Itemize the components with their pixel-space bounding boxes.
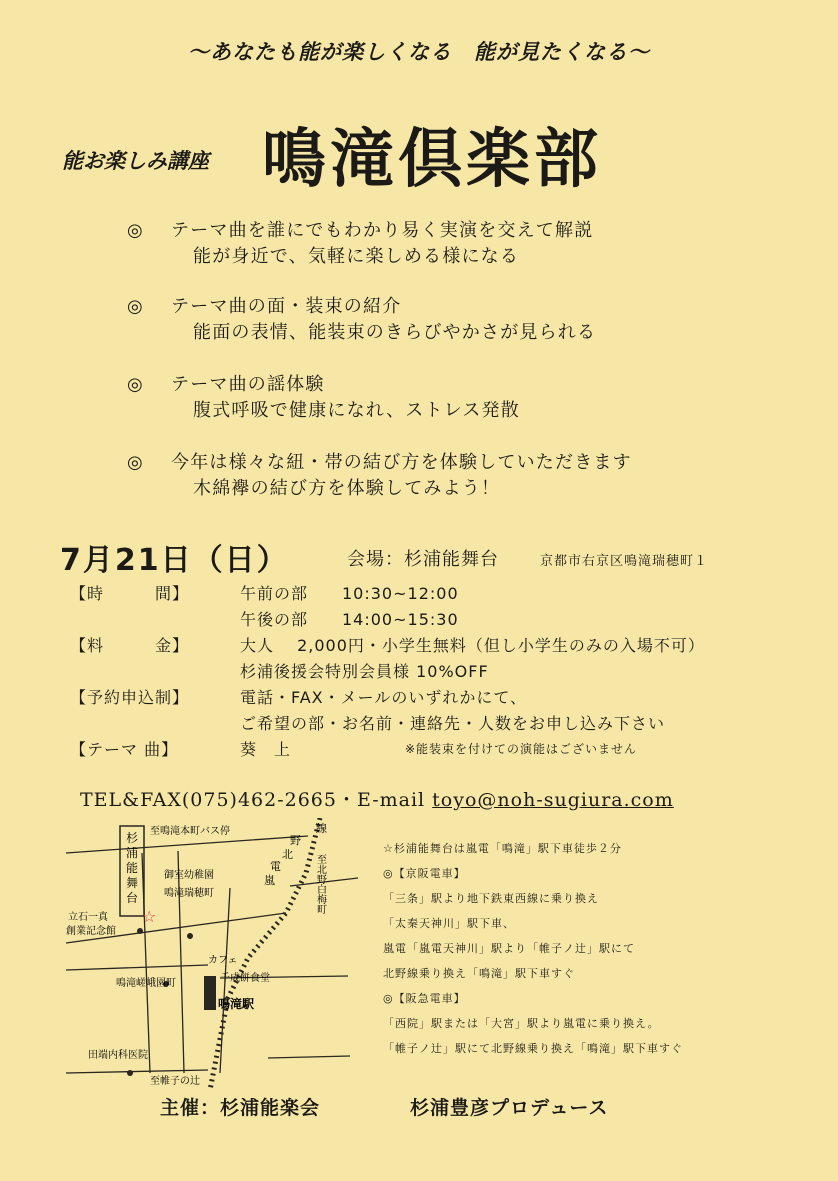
line-label: 電 [270,860,281,873]
point-line: 能が身近で、気軽に楽しめる様になる [193,246,520,267]
event-venue: 会場：杉浦能舞台 [347,549,499,570]
dot-icon [187,933,193,939]
access-line: 「西院」駅または「大宮」駅より嵐電に乗り換え。 [383,1017,660,1030]
reserve-label: 【予約申込制】 [70,688,190,707]
line-label: 北 [282,848,293,861]
email-link[interactable]: toyo@noh-sugiura.com [432,789,674,811]
line-label: 嵐 [264,874,275,887]
line-label: 線 [316,822,327,835]
organizer: 主催：杉浦能楽会 [160,1097,321,1119]
point-line: 木綿襷の結び方を体験してみよう！ [193,478,501,499]
feature-point [127,372,520,424]
point-line: テーマ曲の謡体験 [171,374,325,395]
kindergarten-label: 御室幼稚園 [164,870,214,881]
fee-discount: 杉浦後援会特別会員様 10%OFF [240,662,489,681]
point-line: 今年は様々な紐・帯の結び方を体験していただきます [171,452,632,473]
page-title: 鳴滝倶楽部 [262,123,602,197]
point-line: 能面の表情、能装束のきらびやかさが見られる [193,322,597,343]
fee-line: 大人 2,000円・小学生無料（但し小学生のみの入場不可） [240,636,705,655]
memorial-label: 立石一真 [68,912,108,923]
dot-icon [137,928,143,934]
time-afternoon: 午後の部 14:00~15:30 [240,610,459,629]
contact-line [80,785,674,812]
clinic-label: 田端内科医院 [88,1050,148,1061]
dot-icon [127,1070,133,1076]
producer: 杉浦豊彦プロデュース [410,1097,609,1119]
access-line: 「三条」駅より地下鉄東西線に乗り換え [383,892,599,905]
event-date: 7月21日（日） [60,543,289,578]
event-address: 京都市右京区鳴滝瑞穂町１ [540,554,709,569]
station-marker [204,976,216,1010]
bus-stop-label: 至鳴滝本町バス停 [150,826,230,837]
point-line: テーマ曲の面・装束の紹介 [171,296,402,317]
reserve-line: ご希望の部・お名前・連絡先・人数をお申し込み下さい [240,714,666,733]
katabira-label: 至帷子の辻 [150,1076,200,1087]
theme-label: 【テーマ 曲】 [70,740,179,759]
restaurant-label: 千成餅食堂 [220,973,270,984]
line-label: 野 [290,834,301,847]
access-line: 「帷子ノ辻」駅にて北野線乗り換え「鳴滝」駅下車すぐ [383,1042,683,1055]
north-label: 至北野白梅町 [314,854,326,914]
saga-label: 鳴滝嵯峨園町 [116,978,176,989]
access-line: 北野線乗り換え「鳴滝」駅下車すぐ [383,967,575,980]
point-line: 腹式呼吸で健康になれ、ストレス発散 [193,400,520,421]
bullet-icon: ◎ [127,220,144,241]
access-line: ◎【京阪電車】 [383,867,466,880]
stage-label: 杉浦能舞台 [126,831,139,905]
fee-label: 【料 金】 [70,636,190,655]
access-line: 「太秦天神川」駅下車、 [383,917,515,930]
mizuho-label: 鳴滝瑞穂町 [164,888,214,899]
feature-point [127,450,632,502]
bullet-icon: ◎ [127,296,144,317]
bullet-icon: ◎ [127,452,144,473]
time-label: 【時 間】 [70,584,190,603]
star-icon: ☆ [142,907,157,926]
access-map [58,818,358,1093]
subtitle: 能お楽しみ講座 [62,149,209,173]
cafe-label: カフェ [208,955,238,966]
theme-value: 葵 上 [240,740,292,759]
point-line: テーマ曲を誰にでもわかり易く実演を交えて解説 [171,220,594,241]
theme-note: ※能装束を付けての演能はございません [405,742,638,756]
bullet-icon: ◎ [127,374,144,395]
tagline: ～あなたも能が楽しくなる 能が見たくなる～ [188,40,650,64]
access-line: 嵐電「嵐電天神川」駅より「帷子ノ辻」駅にて [383,942,635,955]
access-line: ☆杉浦能舞台は嵐電「鳴滝」駅下車徒歩２分 [383,842,622,855]
access-line: ◎【阪急電車】 [383,992,466,1005]
feature-point [127,294,596,346]
memorial-label: 創業記念館 [66,926,116,937]
tel-fax: TEL&FAX(075)462-2665・E-mail [80,789,426,811]
reserve-line: 電話・FAX・メールのいずれかにて、 [240,688,528,707]
feature-point [127,218,593,270]
time-morning: 午前の部 10:30~12:00 [240,584,459,603]
station-label: 鳴滝駅 [218,997,255,1011]
